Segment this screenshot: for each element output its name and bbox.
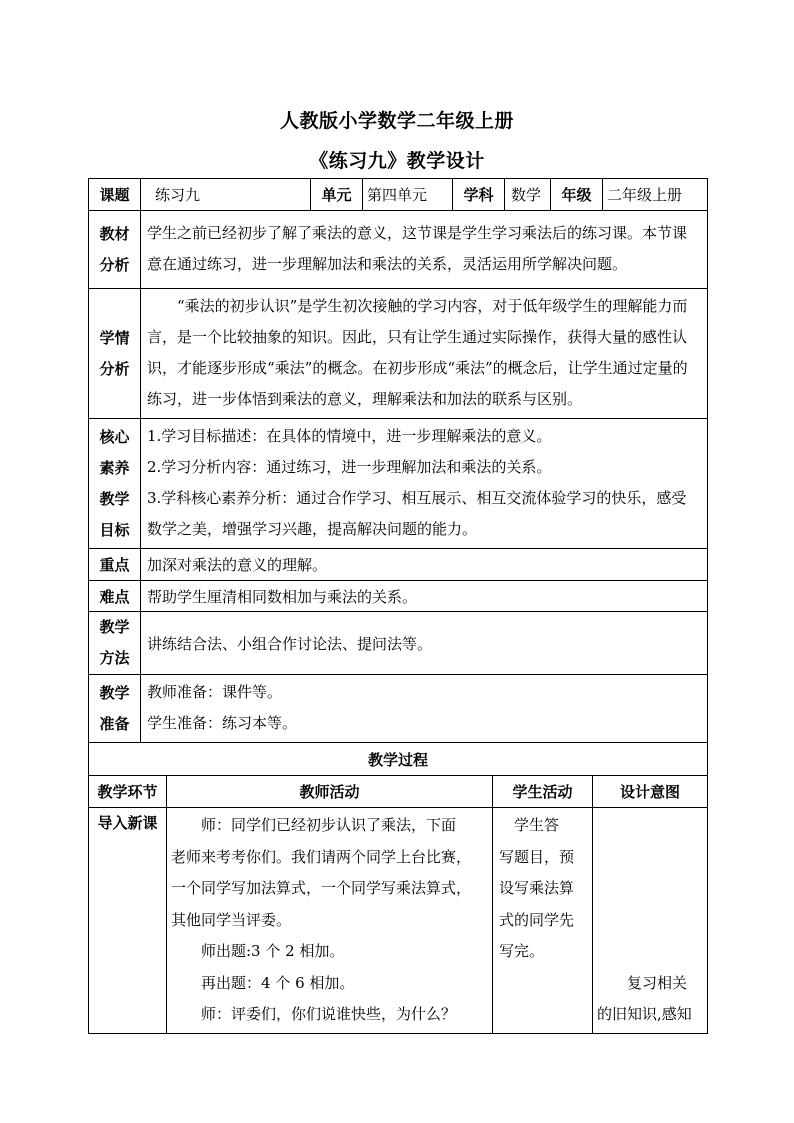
xueqing-row: [89, 289, 708, 419]
keti-value: 练习九: [141, 179, 311, 211]
lesson-plan-table: [88, 178, 707, 1034]
process-heading-row: [89, 743, 708, 776]
col-stage: 教学环节: [89, 776, 167, 808]
hexin-label: 核心 素养 教学 目标: [89, 419, 141, 549]
hexin-row: [89, 419, 708, 549]
col-intent: 设计意图: [593, 776, 708, 808]
unit-label: 单元: [311, 179, 363, 211]
intent-line: [597, 810, 703, 842]
col-teacher: 教师活动: [167, 776, 493, 808]
document-subtitle: 《练习九》教学设计: [309, 150, 485, 172]
goal-item: 1.学习目标描述：在具体的情境中，进一步理解乘法的意义。: [147, 427, 552, 445]
header-row: [89, 179, 708, 211]
hexin-goals: [141, 419, 708, 549]
info-table: [88, 178, 708, 743]
nandian-row: [89, 581, 708, 612]
nandian-label: 难点: [89, 581, 141, 612]
teacher-prep: 教师准备：课件等。: [147, 683, 283, 701]
grade-value: 二年级上册: [603, 179, 708, 211]
subject-value: 数学: [505, 179, 551, 211]
teacher-line: 师：同学们已经初步认识了乘法，下面: [171, 816, 457, 834]
unit-value: 第四单元: [363, 179, 453, 211]
fangfa-row: [89, 612, 708, 675]
subject-label: 学科: [453, 179, 505, 211]
student-prep: 学生准备：练习本等。: [147, 714, 298, 732]
grade-label: 年级: [551, 179, 603, 211]
teacher-activity: [167, 808, 493, 1034]
student-line: 式的同学先: [499, 910, 575, 929]
intent-line: [597, 842, 703, 874]
jiaocai-label: 教材 分析: [89, 211, 141, 289]
jiaocai-text: 学生之前已经初步了解了乘法的意义，这节课是学生学习乘法后的练习课。本节课意在通过练习，进一步理解加法和乘法的关系，灵活运用所学解决问题。: [141, 211, 708, 289]
intent-line: [597, 873, 703, 905]
keti-label: 课题: [89, 179, 141, 211]
xueqing-text: “乘法的初步认识”是学生初次接触的学习内容，对于低年级学生的理解能力而言，是一个比较抽象的知识。因此，只有让学生通过实际操作，获得大量的感性认识，才能逐步形成“乘法”的概念。在初步形成“乘法”的概念后，让学生通过定量的练习，进一步体悟到乘法的意义，理解乘法和加法的联系与区别。: [141, 289, 708, 419]
teacher-line: 再出题：4 个 6 相加。: [171, 973, 355, 992]
process-row: [89, 808, 708, 1034]
zhunbei-text: [141, 675, 708, 743]
intent-line: 的旧知识,感知: [597, 1005, 692, 1023]
fangfa-label: 教学 方法: [89, 612, 141, 675]
zhongdian-label: 重点: [89, 549, 141, 581]
design-intent: [593, 808, 708, 1034]
student-line: 写完。: [499, 942, 545, 960]
jiaocai-row: [89, 211, 708, 289]
intent-line: [597, 936, 703, 968]
goal-item: 3.学科核心素养分析：通过合作学习、相互展示、相互交流体验学习的快乐，感受数学之美，增强学习兴趣，提高解决问题的能力。: [147, 489, 687, 538]
nandian-text: 帮助学生厘清相同数相加与乘法的关系。: [141, 581, 708, 612]
col-student: 学生活动: [493, 776, 593, 808]
zhunbei-row: [89, 675, 708, 743]
student-line: 写题目，预: [499, 847, 575, 866]
student-line: 设写乘法算: [499, 879, 575, 897]
goal-item: 2.学习分析内容：通过练习，进一步理解加法和乘法的关系。: [147, 458, 552, 476]
document-title: 人教版小学数学二年级上册: [279, 110, 514, 132]
teacher-line: 师出题:3 个 2 相加。: [171, 942, 345, 960]
zhongdian-text: 加深对乘法的意义的理解。: [141, 549, 708, 581]
teacher-line: 师：评委们，你们说谁快些，为什么？: [171, 1005, 457, 1023]
stage-cell: 导入新课: [89, 808, 167, 1034]
student-activity: [493, 808, 593, 1034]
intent-line: 复习相关: [597, 973, 688, 992]
fangfa-text: 讲练结合法、小组合作讨论法、提问法等。: [141, 612, 708, 675]
process-column-header: [89, 776, 708, 808]
process-heading: 教学过程: [89, 743, 708, 776]
teacher-line: 一个同学写加法算式，一个同学写乘法算式，: [171, 879, 472, 897]
zhunbei-label: 教学 准备: [89, 675, 141, 743]
intent-line: [597, 905, 703, 937]
student-line: 学生答: [499, 816, 560, 834]
zhongdian-row: [89, 549, 708, 581]
teacher-line: 其他同学当评委。: [171, 910, 292, 929]
teacher-line: 老师来考考你们。我们请两个同学上台比赛，: [171, 847, 472, 866]
process-table: [88, 742, 708, 1034]
xueqing-label: 学情 分析: [89, 289, 141, 419]
